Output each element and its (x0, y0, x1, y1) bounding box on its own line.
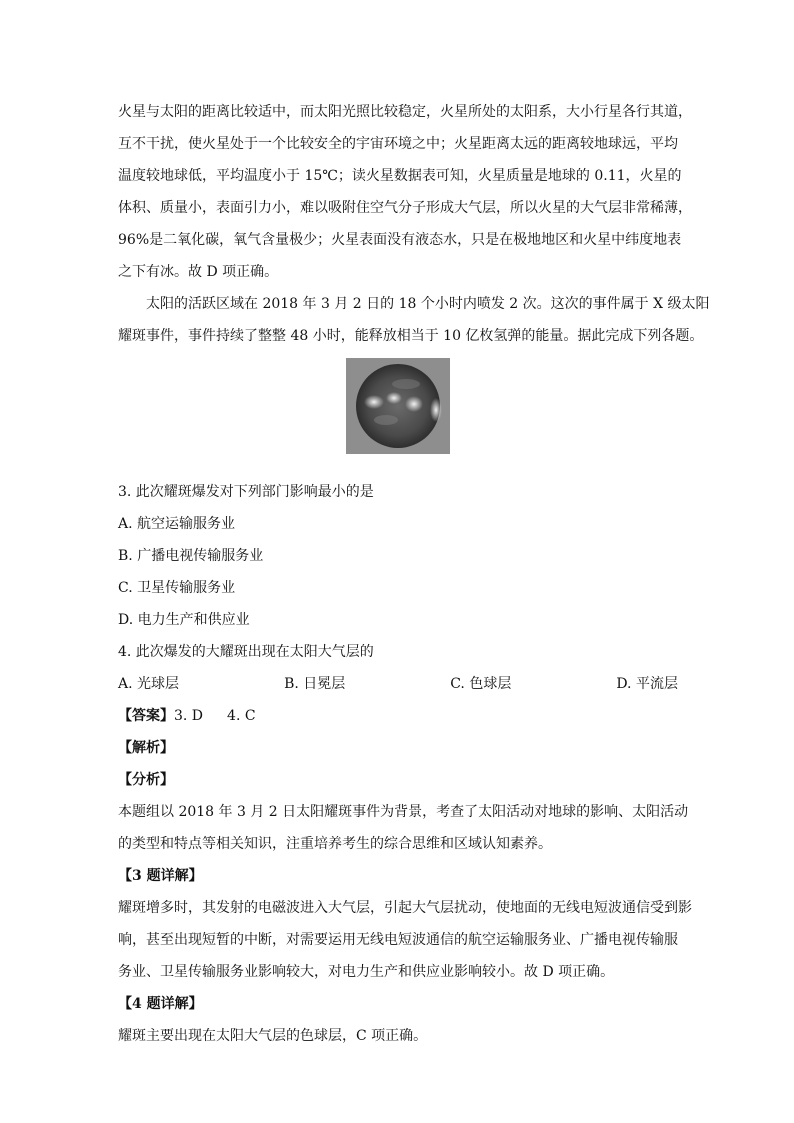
option-d: D. 电力生产和供应业 (118, 612, 250, 628)
answer-4: 4. C (227, 708, 256, 724)
context-paragraph (118, 288, 710, 352)
figure-container (118, 358, 678, 458)
answer-3: 3. D (174, 708, 204, 724)
text-line: 的类型和特点等相关知识，注重培养考生的综合思维和区域认知素养。 (118, 836, 552, 852)
text-line: 温度较地球低，平均温度小于 15℃；读火星数据表可知，火星质量是地球的 0.11，火星的 (118, 168, 682, 184)
q4-detail-label: 【4 题详解】 (118, 996, 203, 1012)
text-line: 务业、卫星传输服务业影响较大，对电力生产和供应业影响较小。故 D 项正确。 (118, 964, 615, 980)
analysis-paragraph (118, 796, 689, 860)
question-stem: 3. 此次耀斑爆发对下列部门影响最小的是 (118, 484, 374, 500)
question-3 (118, 476, 678, 636)
intro-paragraph (118, 96, 692, 288)
answer-line (118, 700, 678, 732)
q4-detail (118, 1020, 678, 1052)
text-line: 之下有冰。故 D 项正确。 (118, 264, 279, 280)
text-line: 本题组以 2018 年 3 月 2 日太阳耀斑事件为背景，考查了太阳活动对地球的影响、太阳活动 (118, 804, 689, 820)
answer-label: 【答案】 (118, 708, 174, 724)
question-4 (118, 636, 678, 700)
text-line: 体积、质量小，表面引力小，难以吸附住空气分子形成大气层，所以火星的大气层非常稀薄， (118, 200, 692, 216)
fenxi-label: 【分析】 (118, 772, 174, 788)
text-line: 耀斑事件，事件持续了整整 48 小时，能释放相当于 10 亿枚氢弹的能量。据此完成下列各题。 (118, 328, 704, 344)
q3-detail (118, 892, 692, 988)
option-d: D. 平流层 (616, 676, 678, 692)
text-line: 耀斑增多时，其发射的电磁波进入大气层，引起大气层扰动，使地面的无线电短波通信受到影 (118, 900, 692, 916)
q3-detail-label: 【3 题详解】 (118, 868, 203, 884)
solar-flare-image (346, 358, 450, 454)
option-a: A. 光球层 (118, 676, 180, 692)
option-b: B. 广播电视传输服务业 (118, 548, 264, 564)
text-line: 响，甚至出现短暂的中断，对需要运用无线电短波通信的航空运输服务业、广播电视传输服 (118, 932, 678, 948)
question-stem: 4. 此次爆发的大耀斑出现在太阳大气层的 (118, 644, 374, 660)
text-line: 耀斑主要出现在太阳大气层的色球层，C 项正确。 (118, 1028, 428, 1044)
text-line: 太阳的活跃区域在 2018 年 3 月 2 日的 18 个小时内喷发 2 次。这次的事件属于 X 级太阳 (146, 296, 710, 312)
text-line: 火星与太阳的距离比较适中，而太阳光照比较稳定，火星所处的太阳系，大小行星各行其道， (118, 104, 692, 120)
option-c: C. 色球层 (450, 676, 512, 692)
document-page (118, 96, 710, 1052)
jiexi-label: 【解析】 (118, 740, 174, 756)
option-c: C. 卫星传输服务业 (118, 580, 236, 596)
option-b: B. 日冕层 (284, 676, 346, 692)
options-row (118, 668, 678, 700)
text-line: 互不干扰，使火星处于一个比较安全的宇宙环境之中；火星距离太远的距离较地球远，平均 (118, 136, 678, 152)
option-a: A. 航空运输服务业 (118, 516, 236, 532)
text-line: 96%是二氧化碳，氧气含量极少；火星表面没有液态水，只是在极地地区和火星中纬度地表 (118, 232, 682, 248)
